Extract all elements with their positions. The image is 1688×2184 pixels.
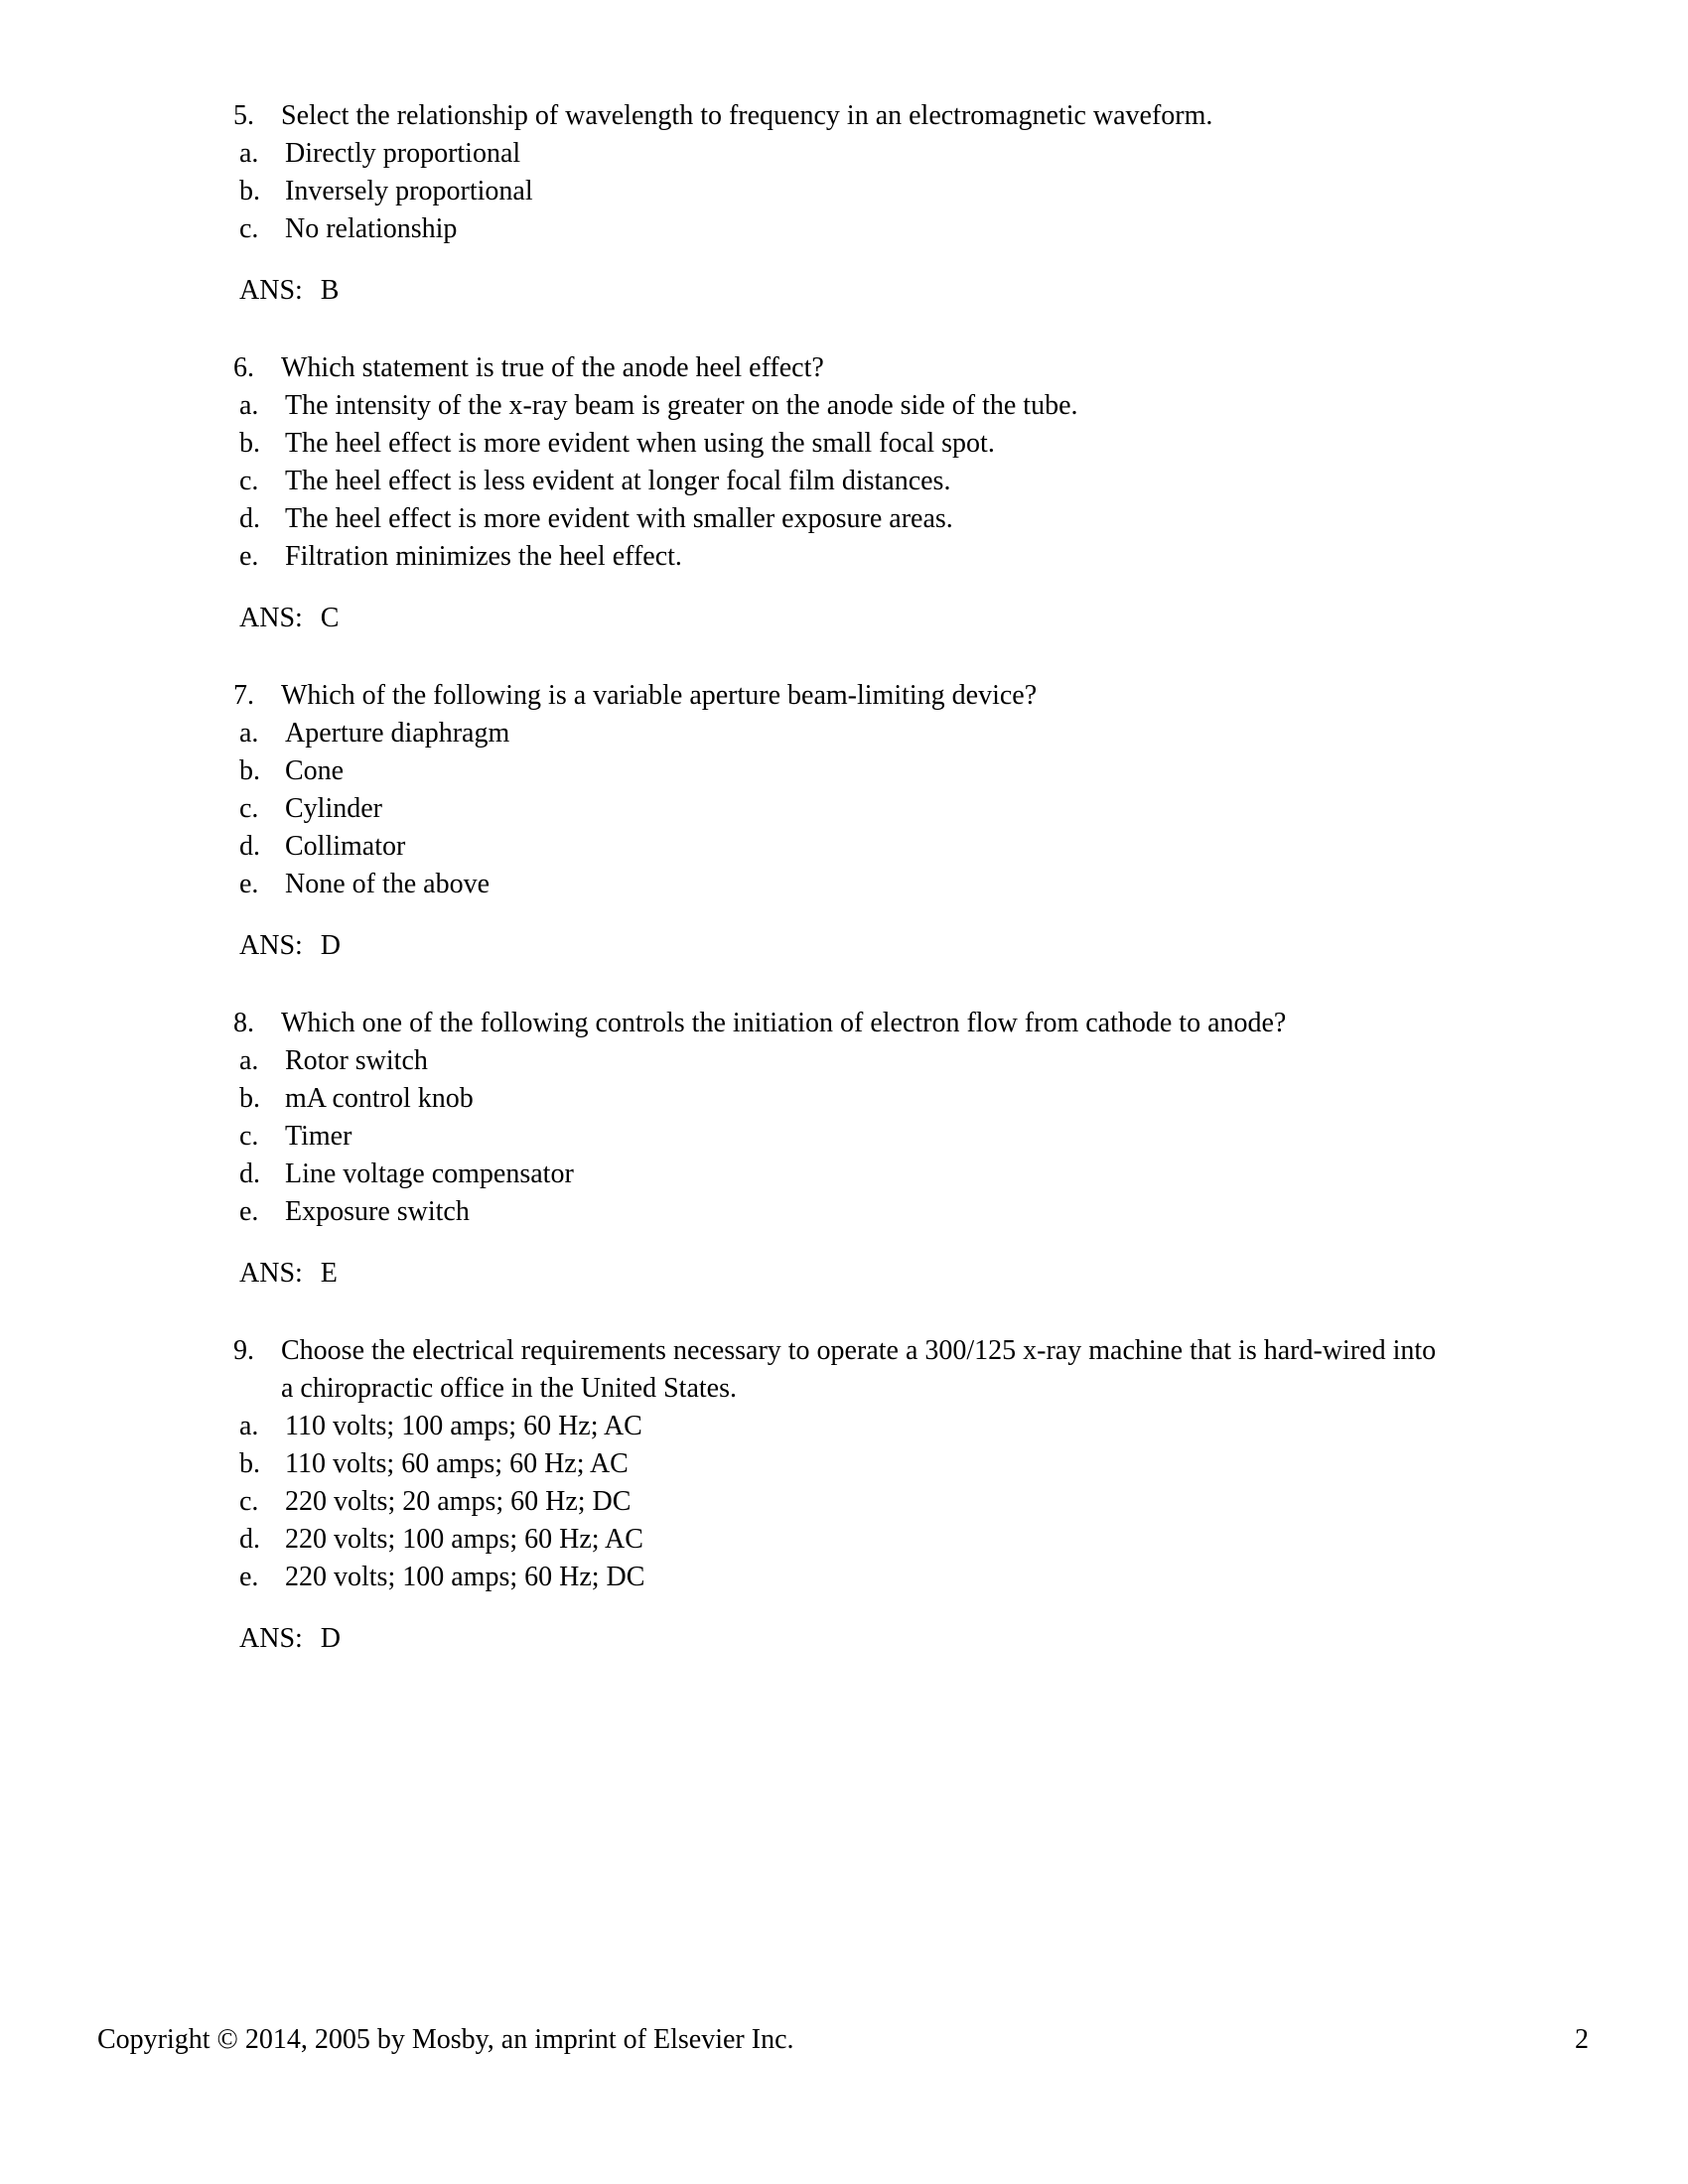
option-text: The heel effect is more evident when using the small focal spot. [285,428,995,459]
option-item [239,463,1455,500]
option-item [239,135,1455,173]
question-item [233,677,1455,965]
option-list [239,1042,1455,1231]
option-item [239,210,1455,248]
question-line [233,97,1455,135]
page-footer [97,2021,1589,2059]
option-item [239,1408,1455,1445]
option-item [239,1521,1455,1559]
question-item [233,349,1455,637]
option-text: Cylinder [285,793,382,824]
option-text: Filtration minimizes the heel effect. [285,541,682,572]
question-text: Choose the electrical requirements necessary to operate a 300/125 x-ray machine that is hard-wired into a chiropractic office in the United States. [281,1335,1437,1404]
option-letter: d. [239,503,260,534]
option-letter: a. [239,1045,259,1076]
option-letter: c. [239,1121,259,1152]
question-line [233,1332,1455,1408]
question-text: Which statement is true of the anode heel effect? [281,352,824,383]
question-line [233,349,1455,387]
option-item [239,1193,1455,1231]
option-text: 110 volts; 60 amps; 60 Hz; AC [285,1448,629,1479]
option-item [239,538,1455,576]
option-letter: a. [239,718,259,749]
option-list [239,135,1455,248]
page-number: 2 [1575,2024,1589,2055]
option-item [239,866,1455,903]
question-number: 8. [233,1008,254,1038]
option-list [239,715,1455,903]
answer-label: ANS: [239,603,303,633]
option-text: No relationship [285,213,458,244]
option-letter: a. [239,390,259,421]
option-item [239,828,1455,866]
option-item [239,425,1455,463]
question-text: Which of the following is a variable aperture beam-limiting device? [281,680,1038,711]
option-text: Exposure switch [285,1196,470,1227]
option-text: Directly proportional [285,138,521,169]
option-letter: a. [239,1411,259,1441]
answer-value: D [320,930,342,961]
option-text: 220 volts; 100 amps; 60 Hz; AC [285,1524,643,1555]
answer-line [239,927,1455,965]
option-item [239,1483,1455,1521]
option-letter: e. [239,541,259,572]
answer-value: B [320,275,340,306]
option-text: Rotor switch [285,1045,428,1076]
option-list [239,387,1455,576]
option-letter: c. [239,466,259,496]
option-letter: b. [239,755,260,786]
question-list [233,97,1455,1698]
answer-line [239,1620,1455,1658]
option-letter: b. [239,176,260,206]
answer-label: ANS: [239,275,303,306]
answer-line [239,272,1455,310]
copyright-text: Copyright © 2014, 2005 by Mosby, an imprint of Elsevier Inc. [97,2024,794,2055]
option-text: 220 volts; 20 amps; 60 Hz; DC [285,1486,632,1517]
question-number: 7. [233,680,254,711]
option-letter: c. [239,213,259,244]
option-text: The heel effect is more evident with smaller exposure areas. [285,503,953,534]
option-letter: b. [239,1083,260,1114]
option-item [239,1559,1455,1596]
option-letter: e. [239,1562,259,1592]
answer-label: ANS: [239,1623,303,1654]
question-text: Select the relationship of wavelength to frequency in an electromagnetic waveform. [281,100,1213,131]
question-line [233,1005,1455,1042]
question-text: Which one of the following controls the initiation of electron flow from cathode to anode? [281,1008,1287,1038]
question-line [233,677,1455,715]
question-item [233,97,1455,310]
answer-line [239,600,1455,637]
option-text: None of the above [285,869,491,899]
option-letter: e. [239,1196,259,1227]
option-text: mA control knob [285,1083,474,1114]
option-item [239,715,1455,752]
option-letter: a. [239,138,259,169]
option-letter: b. [239,428,260,459]
option-item [239,1445,1455,1483]
option-text: The intensity of the x-ray beam is greater on the anode side of the tube. [285,390,1078,421]
answer-value: C [320,603,340,633]
option-text: 220 volts; 100 amps; 60 Hz; DC [285,1562,645,1592]
option-list [239,1408,1455,1596]
option-text: Aperture diaphragm [285,718,510,749]
option-text: Inversely proportional [285,176,533,206]
option-letter: c. [239,1486,259,1517]
option-item [239,752,1455,790]
answer-line [239,1255,1455,1293]
option-item [239,790,1455,828]
question-item [233,1332,1455,1658]
option-letter: d. [239,1524,260,1555]
question-number: 6. [233,352,254,383]
option-item [239,1080,1455,1118]
answer-label: ANS: [239,930,303,961]
answer-value: E [320,1258,338,1289]
option-letter: b. [239,1448,260,1479]
option-letter: d. [239,1159,260,1189]
option-item [239,387,1455,425]
option-letter: e. [239,869,259,899]
answer-label: ANS: [239,1258,303,1289]
option-letter: c. [239,793,259,824]
option-text: Collimator [285,831,406,862]
option-item [239,1042,1455,1080]
option-text: Timer [285,1121,352,1152]
option-letter: d. [239,831,260,862]
option-item [239,1156,1455,1193]
question-number: 5. [233,100,254,131]
question-number: 9. [233,1335,254,1366]
option-item [239,500,1455,538]
option-text: Line voltage compensator [285,1159,574,1189]
option-item [239,1118,1455,1156]
option-text: The heel effect is less evident at longer focal film distances. [285,466,951,496]
option-text: 110 volts; 100 amps; 60 Hz; AC [285,1411,642,1441]
answer-value: D [320,1623,342,1654]
option-item [239,173,1455,210]
question-item [233,1005,1455,1293]
option-text: Cone [285,755,345,786]
